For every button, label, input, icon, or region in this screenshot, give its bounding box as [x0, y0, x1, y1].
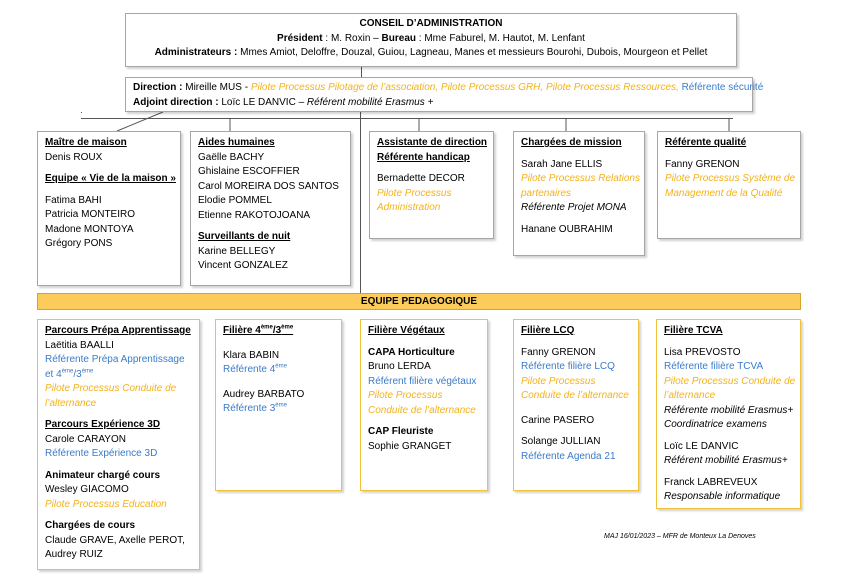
prepa-pilot: l’alternance: [45, 397, 97, 409]
deputy-line: Adjoint direction : Loïc LE DANVIC – Référent mobilité Erasmus +: [133, 96, 434, 108]
filiere43-ref: Référente 3ème: [223, 402, 287, 414]
equipe-member: Fatima BAHI: [45, 194, 102, 206]
board-box: [125, 13, 737, 67]
tcva-pilot: l’alternance: [664, 390, 716, 401]
tcva-role: Responsable informatique: [664, 491, 781, 502]
tcva-box: [656, 319, 801, 509]
chargees-cours-names: Claude GRAVE, Axelle PEROT,: [45, 534, 185, 546]
surv-member: Karine BELLEGY: [198, 245, 276, 257]
chargees-box: [513, 131, 645, 256]
footer-note: MAJ 16/01/2023 – MFR de Monteux La Denoves: [604, 533, 756, 540]
handicap-title: Référente handicap: [377, 151, 470, 163]
surv-title: Surveillants de nuit: [198, 231, 291, 242]
tcva-ref: Référente filière TCVA: [664, 361, 764, 372]
prepa-pilot: Pilote Processus Conduite de: [45, 383, 177, 394]
experience-name: Carole CARAYON: [45, 433, 126, 445]
aides-member: Gaëlle BACHY: [198, 151, 265, 163]
experience-ref: Référente Expérience 3D: [45, 448, 158, 459]
tcva-pilot: Pilote Processus Conduite de: [664, 375, 796, 387]
prepa-title: Parcours Prépa Apprentissage: [45, 325, 191, 336]
tcva-name: Loïc LE DANVIC: [664, 440, 739, 452]
qualite-title: Référente qualité: [665, 137, 747, 148]
filiere43-title: Filière 4ème/3ème: [223, 324, 294, 336]
lcq-ref: Référente Agenda 21: [521, 450, 616, 462]
aides-member: Ghislaine ESCOFFIER: [198, 166, 300, 177]
direction-line: Direction : Mireille MUS - Pilote Processus Pilotage de l’association, Pilote Processus GRH, Pilote Processus Ressources, Référente sécurité: [133, 82, 764, 93]
aides-title: Aides humaines: [198, 137, 275, 148]
aides-box: [190, 131, 351, 286]
cap-name: Sophie GRANGET: [368, 440, 452, 452]
cap-title: CAP Fleuriste: [368, 426, 434, 437]
chargees-role: Pilote Processus Relations: [521, 173, 640, 184]
tcva-title: Filière TCVA: [664, 325, 723, 336]
animateur-name: Wesley GIACOMO: [45, 484, 129, 495]
board-president-line: Président : M. Roxin – Bureau : Mme Faburel, M. Hautot, M. Lenfant: [277, 32, 585, 44]
equipe-title: Equipe « Vie de la maison »: [45, 173, 176, 184]
lcq-pilot: Conduite de l’alternance: [521, 390, 629, 401]
tcva-role: Coordinatrice examens: [664, 419, 767, 430]
filiere43-ref: Référente 4ème: [223, 363, 287, 375]
chargees-title: Chargées de mission: [521, 137, 622, 148]
chargees-name: Hanane OUBRAHIM: [521, 223, 613, 235]
tcva-role: Référente mobilité Erasmus+: [664, 404, 794, 416]
lcq-ref: Référente filière LCQ: [521, 361, 615, 372]
capa-title: CAPA Horticulture: [368, 346, 455, 358]
vegetaux-pilot: Pilote Processus: [368, 390, 443, 401]
lcq-name: Solange JULLIAN: [521, 436, 601, 447]
filiere43-name: Klara BABIN: [223, 349, 280, 361]
assistante-role: Pilote Processus: [377, 187, 452, 199]
lcq-name: Fanny GRENON: [521, 346, 596, 358]
assistante-role: Administration: [377, 202, 441, 213]
surv-member: Vincent GONZALEZ: [198, 260, 288, 271]
chargees-cours-title: Chargées de cours: [45, 520, 136, 531]
board-admins-line: Administrateurs : Mmes Amiot, Deloffre, Douzal, Guiou, Lagneau, Manes et messieurs Bourohi, Dubois, Mourgeon et Pellet: [154, 47, 708, 58]
experience-title: Parcours Expérience 3D: [45, 419, 161, 430]
prepa-name: Laëtitia BAALLI: [45, 339, 114, 351]
vegetaux-title: Filière Végétaux: [368, 325, 445, 336]
lcq-name: Carine PASERO: [521, 414, 595, 426]
lcq-title: Filière LCQ: [521, 325, 575, 336]
prepa-ref: Référente Prépa Apprentissage: [45, 354, 185, 365]
qualite-name: Fanny GRENON: [665, 158, 740, 170]
equipe-member: Patricia MONTEIRO: [45, 209, 136, 220]
direction-box: [125, 77, 764, 112]
qualite-role: Management de la Qualité: [665, 187, 783, 199]
lcq-box: [513, 319, 639, 491]
chargees-role: partenaires: [521, 187, 572, 199]
equipe-member: Madone MONTOYA: [45, 223, 134, 235]
chargees-name: Sarah Jane ELLIS: [521, 158, 603, 170]
maitre-name: Denis ROUX: [45, 151, 103, 163]
tcva-name: Franck LABREVEUX: [664, 476, 758, 488]
maitre-title: Maître de maison: [45, 137, 127, 148]
tcva-name: Lisa PREVOSTO: [664, 346, 741, 358]
prepa-ref: et 4ème/3ème: [45, 368, 94, 380]
chargees-role: Référente Projet MONA: [521, 202, 627, 213]
animateur-role: Pilote Processus Education: [45, 498, 167, 510]
maitre-box: [37, 131, 181, 286]
board-title: CONSEIL D’ADMINISTRATION: [359, 18, 503, 29]
vegetaux-ref: Référent filière végétaux: [368, 375, 477, 387]
assistante-title: Assistante de direction: [377, 137, 488, 148]
filiere43-box: [215, 319, 342, 491]
equipe-pedagogique-banner: EQUIPE PEDAGOGIQUE: [37, 293, 801, 310]
vegetaux-box: [360, 319, 488, 491]
animateur-title: Animateur chargé cours: [45, 469, 161, 481]
tcva-role: Référent mobilité Erasmus+: [664, 455, 788, 466]
qualite-role: Pilote Processus Système de: [665, 173, 796, 184]
vegetaux-name: Bruno LERDA: [368, 361, 431, 372]
qualite-box: [657, 131, 801, 239]
aides-member: Elodie POMMEL: [198, 195, 272, 206]
prepa-box: [37, 319, 200, 570]
assistante-box: [369, 131, 494, 239]
chargees-cours-names: Audrey RUIZ: [45, 549, 103, 560]
equipe-member: Grégory PONS: [45, 238, 113, 249]
aides-member: Etienne RAKOTOJOANA: [198, 209, 311, 221]
vegetaux-pilot: Conduite de l’alternance: [368, 404, 476, 416]
assistante-name: Bernadette DECOR: [377, 173, 465, 184]
lcq-pilot: Pilote Processus: [521, 375, 596, 387]
aides-member: Carol MOREIRA DOS SANTOS: [198, 180, 339, 192]
filiere43-name: Audrey BARBATO: [223, 388, 305, 400]
